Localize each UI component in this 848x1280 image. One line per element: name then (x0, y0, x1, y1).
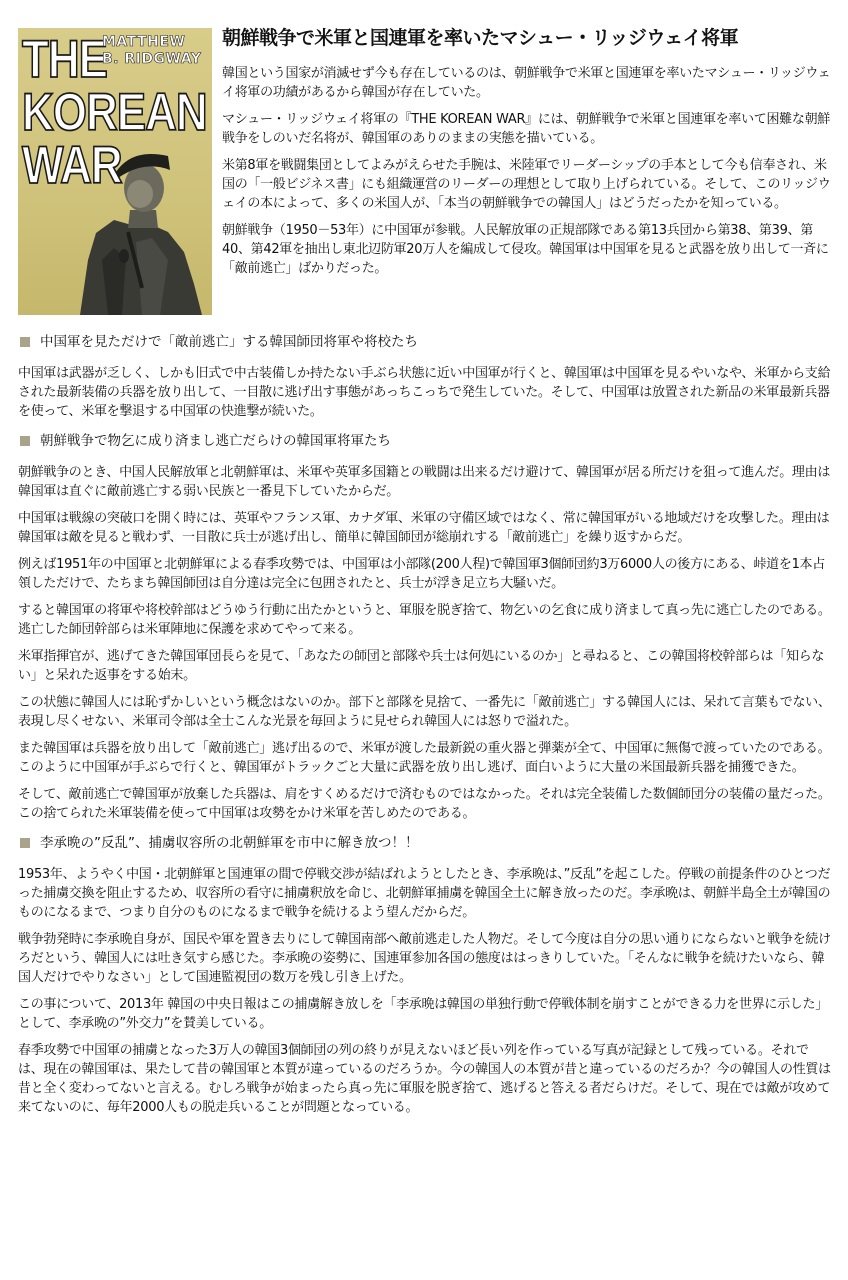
section-heading-text: 李承晩の”反乱”、捕虜収容所の北朝鮮軍を市中に解き放つ！！ (40, 835, 419, 851)
body-paragraph: 1953年、ようやく中国・北朝鮮軍と国連軍の間で停戦交渉が結ばれようとしたとき、李承晩は、”反乱”を起こした。停戦の前提条件のひとつだった捕虜交換を阻止するため、収容所の看守に捕虜釈放を命じ、北朝鮮軍捕虜を韓国全土に解き放ったのだ。李承晩は、朝鮮半島全土が韓国のものになるまで、つまり自分のものになるまで戦争を続けるよう望んだからだ。 (18, 867, 831, 920)
body-paragraph: また韓国軍は兵器を放り出して「敵前逃亡」逃げ出るので、米軍が渡した最新鋭の重火器と弾薬が全て、中国軍に無傷で渡っていたのである。このように中国軍が手ぶらで行くと、韓国軍がトラックごと大量に武器を放り出し逃げ、面白いように大量の米国最新兵器を捕獲できた。 (18, 741, 831, 775)
body-paragraph: そして、敵前逃亡で韓国軍が放棄した兵器は、肩をすくめるだけで済むものではなかった。それは完全装備した数個師団分の装備の量だった。この捨てられた米軍装備を使って中国軍は攻勢をかけ米軍を苦しめたのである。 (18, 787, 831, 821)
body-paragraph: この状態に韓国人には恥ずかしいという概念はないのか。部下と部隊を見捨て、一番先に「敵前逃亡」する韓国人には、呆れて言葉もでない、表現し尽くせない、米軍司令部は全士こんな光景を毎回ように見せられ韓国人には怒りで溢れた。 (18, 695, 831, 729)
section-heading (18, 429, 832, 453)
body-paragraph: 春季攻勢で中国軍の捕虜となった3万人の韓国3個師団の列の終りが見えないほど長い列を作っている写真が記録として残っている。それでは、現在の韓国軍は、果たして昔の韓国軍と本質が違っているのだろうか。今の韓国人の本質が昔と違っているのだろか？今の韓国人の性質は昔と全く変わってないと言える。むしろ戦争が始まったら真っ先に軍服を脱ぎ捨て、逃げると答える者だらけだ。そして、現在では敵が攻めて来てないのに、毎年2000人もの脱走兵いることが問題となっている。 (18, 1043, 831, 1115)
body-paragraph: この事について、2013年 韓国の中央日報はこの捕虜解き放しを「李承晩は韓国の単独行動で停戦体制を崩すことができる力を世界に示した」として、李承晩の”外交力”を賛美している。 (18, 997, 828, 1031)
intro-paragraph: 朝鮮戦争（1950－53年）に中国軍が参戦。人民解放軍の正規部隊である第13兵団から第38、第39、第40、第42軍を抽出し東北辺防軍20万人を編成して侵攻。韓国軍は中国軍を見ると武器を放り出して一斉に「敵前逃亡」ばかりだった。 (222, 223, 829, 276)
intro-paragraph: マシュー・リッジウェイ将軍の『THE KOREAN WAR』には、朝鮮戦争で米軍と国連軍を率いて困難な朝鮮戦争をしのいだ名将が、韓国軍のありのままの実態を描いている。 (222, 112, 830, 146)
body-paragraph: 米軍指揮官が、逃げてきた韓国軍団長らを見て、「あなたの師団と部隊や兵士は何処にいるのか」と尋ねると、この韓国将校幹部らは「知らない」と呆れた返事をする始末。 (18, 649, 825, 683)
intro-paragraph: 韓国という国家が消滅せず今も存在しているのは、朝鮮戦争で米軍と国連軍を率いたマシュー・リッジウェイ将軍の功績があるから韓国が存在していた。 (222, 66, 831, 100)
cover-author: MATTHEW B. RIDGWAY (102, 34, 202, 67)
page-title: 朝鮮戦争で米軍と国連軍を率いたマシュー・リッジウェイ将軍 (222, 27, 739, 49)
body-paragraph: 中国軍は武器が乏しく、しかも旧式で中古装備しか持たない手ぶら状態に近い中国軍が行くと、韓国軍は中国軍を見るやいなや、米軍から支給された最新装備の兵器を放り出して、一目散に逃げ出す事態があっちこっちで発生していた。そして、中国軍は放置された新品の米軍最新兵器を使って、米軍を撃退する中国軍の快進撃が続いた。 (18, 366, 831, 419)
body-paragraph: 戦争勃発時に李承晩自身が、国民や軍を置き去りにして韓国南部へ敵前逃走した人物だ。そして今度は自分の思い通りにならないと戦争を続けろだという、韓国人には吐き気すら感じた。李承晩の姿勢に、国連軍参加各国の態度ははっきりしていた。「そんなに戦争を続けたいなら、韓国人だけでやりなさい」として国連監視団の数万を残し引き上げた。 (18, 932, 831, 985)
book-cover-image (18, 28, 212, 315)
square-bullet-icon (20, 436, 30, 446)
square-bullet-icon (20, 337, 30, 347)
intro-text (222, 64, 834, 286)
section-heading-text: 中国軍を見ただけで「敵前逃亡」する韓国師団将軍や将校たち (40, 334, 418, 350)
square-bullet-icon (20, 838, 30, 848)
body-paragraph: すると韓国軍の将軍や将校幹部はどうゆう行動に出たかというと、軍服を脱ぎ捨て、物乞いの乞食に成り済まして真っ先に逃亡したのである。逃亡した師団幹部らは米軍陣地に保護を求めてやって来る。 (18, 603, 831, 637)
section-heading-text: 朝鮮戦争で物乞に成り済まし逃亡だらけの韓国軍将軍たち (40, 433, 391, 449)
body-paragraph: 例えば1951年の中国軍と北朝鮮軍による春季攻勢では、中国軍は小部隊(200人程)で韓国軍3個師団約3万6000人の後方にある、峠道を1本占領しただけで、たちまち韓国師団は自分達は完全に包囲されたと、兵士が浮き足立ち大騒いだ。 (18, 557, 825, 591)
section-heading (18, 831, 832, 855)
cover-title: THE KOREAN WAR (22, 30, 207, 195)
article-body (18, 330, 832, 1125)
intro-paragraph: 米第8軍を戦闘集団としてよみがえらせた手腕は、米陸軍でリーダーシップの手本として今も信奉され、米国の「一般ビジネス書」にも組織運営のリーダーの理想として取り上げられている。そして、このリッジウェイの本によって、多くの米国人が、「本当の朝鮮戦争での韓国人」はどうだったかを知っている。 (222, 158, 831, 211)
body-paragraph: 中国軍は戦線の突破口を開く時には、英軍やフランス軍、カナダ軍、米軍の守備区域ではなく、常に韓国軍がいる地域だけを攻撃した。理由は韓国軍は敵を見ると戦わず、一目散に兵士が逃げ出し、簡単に韓国師団が総崩れする「敵前逃亡」を繰り返すからだ。 (18, 511, 830, 545)
body-paragraph: 朝鮮戦争のとき、中国人民解放軍と北朝鮮軍は、米軍や英軍多国籍との戦闘は出来るだけ避けて、韓国軍が居る所だけを狙って進んだ。理由は韓国軍は直ぐに敵前逃亡する弱い民族と一番見下していたからだ。 (18, 465, 831, 499)
section-heading (18, 330, 832, 354)
